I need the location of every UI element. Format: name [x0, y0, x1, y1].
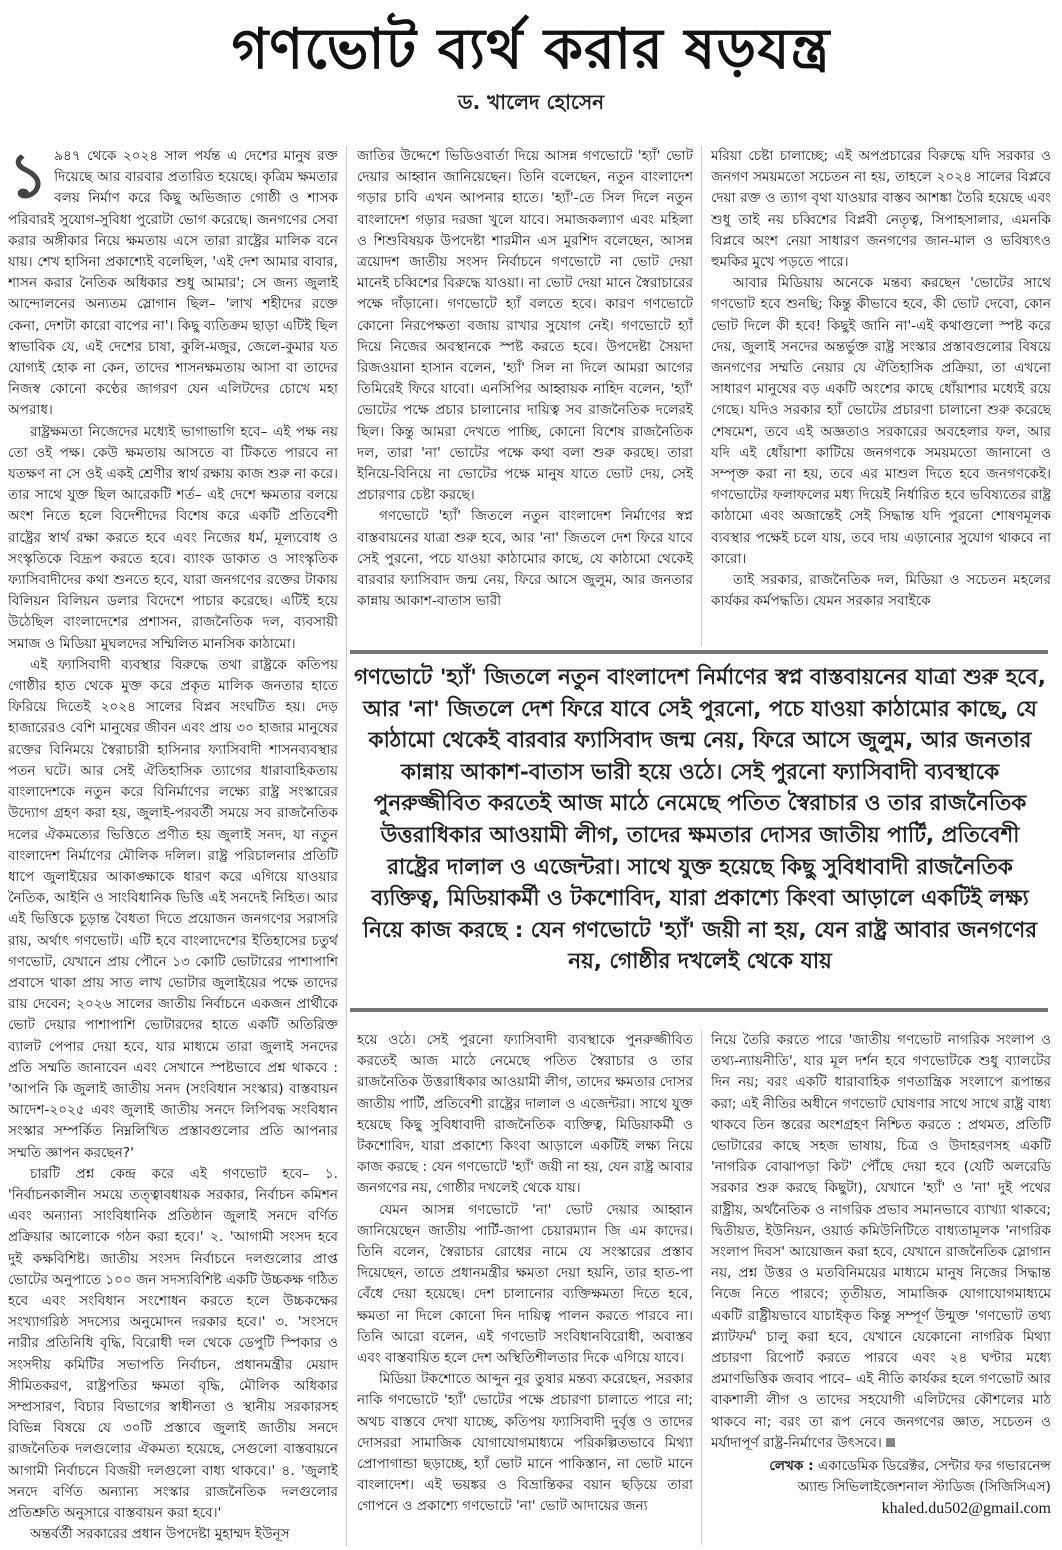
paragraph: গণভোটে 'হ্যাঁ' জিতলে নতুন বাংলাদেশ নির্মাণের স্বপ্ন বাস্তবায়নের যাত্রা শুরু হবে, আর 'না' জিতলে দেশ ফিরে যাবে সেই পুরনো, পচে যাওয়া কাঠামোর কাছে, যে কাঠামো থেকেই বারবার ফ্যাসিবাদ জন্ম নেয়, ফিরে আসে জুলুম, আর জনতার কান্নায় আকাশ-বাতাস ভারী: [357, 508, 693, 610]
paragraph: [711, 1030, 1051, 1454]
pull-quote: গণভোটে 'হ্যাঁ' জিতলে নতুন বাংলাদেশ নির্মাণের স্বপ্ন বাস্তবায়নের যাত্রা শুরু হবে, আর 'না' জিতলে দেশ ফিরে যাবে সেই পুরনো, পচে যাওয়া কাঠামোর কাছে, যে কাঠামো থেকেই বারবার ফ্যাসিবাদ জন্ম নেয়, ফিরে আসে জুলুম, আর জনতার কান্নায় আকাশ-বাতাস ভারী হয়ে ওঠে। সেই পুরনো ফ্যাসিবাদী ব্যবস্থাকে পুনরুজ্জীবিত করতেই আজ মাঠে নেমেছে পতিত স্বৈরাচার ও তার রাজনৈতিক উত্তরাধিকার আওয়ামী লীগ, তাদের ক্ষমতার দোসর জাতীয় পার্টি, প্রতিবেশী রাষ্ট্রের দালাল ও এজেন্টরা। সাথে যুক্ত হয়েছে কিছু সুবিধাবাদী রাজনৈতিক ব্যক্তিত্ব, মিডিয়াকর্মী ও টকশোবিদ, যারা প্রকাশ্যে কিংবা আড়ালে একটিই লক্ষ্য নিয়ে কাজ করছে : যেন গণভোটে 'হ্যাঁ' জয়ী না হয়, যেন রাষ্ট্র আবার জনগণের নয়, গোষ্ঠীর দখলেই থেকে যায়: [354, 665, 1046, 975]
paragraph: মিডিয়া টকশোতে আব্দুন নুর তুষার মন্তব্য করেছেন, সরকার নাকি গণভোটে 'হ্যাঁ' ভোটের পক্ষে প্রচারণা চালাতে পারে না; অথচ বাস্তবে দেখা যাচ্ছে, কতিপয় ফ্যাসিবাদী দুর্বৃত্ত ও তাদের দোসররা সামাজিক যোগাযোগমাধ্যমে পরিকল্পিতভাবে মিথ্যা প্রোপাগান্ডা ছড়াচ্ছে, হ্যাঁ ভোট মানে পাকিস্তান, না ভোট মানে বাংলাদেশ। এই ভয়ঙ্কর ও বিভ্রান্তিকর বয়ান ছড়িয়ে তারা গোপনে ও প্রকাশ্যে গণভোটে 'না' ভোট আদায়ের জন্য: [357, 1371, 693, 1515]
headline: গণভোট ব্যর্থ করার ষড়যন্ত্র: [231, 17, 831, 82]
paragraph: আবার মিডিয়ায় অনেকে মন্তব্য করছেন 'ভোটের সাথে গণভোট হবে শুনছি; কিন্তু কীভাবে হবে, কী ভোট দেবো, কোন ভোট দিলে কী হবে! কিছুই জানি না'-এই কথাগুলো স্পষ্ট করে দেয়, জুলাই সনদের অন্তর্ভুক্ত রাষ্ট্র সংস্কার প্রস্তাবগুলোর বিষয়ে জনগণের সম্মতি নেয়ার যে ঐতিহাসিক প্রক্রিয়া, তা এখনো সাধারণ মানুষের বড় একটি অংশের কাছে ধোঁয়াশার মধ্যেই রয়ে গেছে। যদিও সরকার হ্যাঁ ভোটের প্রচারণা চালানো শুরু করেছে শেষমেশ, তবে এই অজ্ঞতাও সরকারের অবহেলার ফল, আর যদি এই ধোঁয়াশা কাটিয়ে জনগণকে সময়মতো জানানো ও সম্পৃক্ত করা না হয়, তবে এর মাশুল দিতে হবে জনগণকেই। গণভোটের ফলাফলের মধ্য দিয়েই নির্ধারিত হবে ভবিষ্যতের রাষ্ট্র কাঠামো এবং অজান্তেই সেই সিদ্ধান্ত যদি পুরনো শোষণমূলক ব্যবস্থার পক্ষেই চলে যায়, তবে দায় এড়ানোর সুযোগ থাকবে না কারো।: [711, 275, 1051, 567]
paragraph: [8, 146, 338, 422]
paragraph: রাষ্ট্রক্ষমতা নিজেদের মধ্যেই ভাগাভাগি হবে– এই পক্ষ নয় তো ওই পক্ষ। কেউ ক্ষমতায় আসতে বা টিকতে পারবে না যতক্ষণ না সে ওই একই শ্রেণীর স্বার্থ রক্ষায় কাজ শুরু না করে। তার সাথে যুক্ত ছিল আরেকটি শর্ত– এই দেশে ক্ষমতার বলয়ে অংশ নিতে হলে বিদেশীদের বিশেষ করে একটি প্রতিবেশী রাষ্ট্রের স্বার্থ রক্ষা করতে হবে এবং নিজের ধর্ম, মূল্যবোধ ও সংস্কৃতিকে বিদ্রূপ করতে হবে। ব্যাংক ডাকাত ও সাংস্কৃতিক ফ্যাসিবাদীদের কথা শুনতে হবে, যারা জনগণের রক্তের টাকায় বিলিয়ন বিলিয়ন ডলার বিদেশে পাচার করেছে। এটিই হয়ে উঠেছিল বাংলাদেশের প্রশাসন, রাজনৈতিক দল, ব্যবসায়ী সমাজ ও মিডিয়া মুঘলদের সম্মিলিত মানসিক কাঠামো।: [8, 423, 338, 652]
author-email[interactable]: khaled.du502@gmail.com: [881, 1500, 1051, 1518]
column-2-top: [357, 146, 693, 646]
paragraph: মরিয়া চেষ্টা চালাচ্ছে; এই অপপ্রচারের বিরুদ্ধে যদি সরকার ও জনগণ সময়মতো সচেতন না হয়, তাহলে ২০২৪ সালের বিপ্লবে দেয়া রক্ত ও ত্যাগ বৃথা যাওয়ার বাস্তব আশঙ্কা তৈরি হয়েছে এবং শুধু তাই নয় চব্বিশের বিপ্লবী নেতৃত্ব, সিপাহসালার, এমনকি বিপ্লবে অংশ নেয়া সাধারণ জনগণের জান-মাল ও ভবিষ্যৎও হুমকির মুখে পড়তে পারে।: [711, 148, 1051, 271]
column-divider: [701, 146, 702, 646]
author-label: লেখক :: [769, 1458, 814, 1475]
column-divider: [346, 146, 347, 1546]
paragraph-text: নিয়ে তৈরি করতে পারে 'জাতীয় গণভোট নাগরিক সংলাপ ও তথ্য-ন্যায়নীতি', যার মূল দর্শন হবে গণভোটকে শুধু ব্যালটের দিন নয়; বরং একটি ধারাবাহিক গণতান্ত্রিক সংলাপে রূপান্তর করা; এই নীতির অধীনে গণভোট ঘোষণার সাথে সাথে রাষ্ট্র বাধ্য থাকবে তিন স্তরের অংশগ্রহণ নিশ্চিত করতে : প্রথমত, প্রতিটি ভোটারের কাছে সহজ ভাষায়, চিত্র ও উদাহরণসহ একটি 'নাগরিক বোঝাপড়া কিট' পৌঁছে দেয়া হবে (যেটি অলরেডি সরকার শুরু করছে কিছুটা), যেখানে 'হ্যাঁ' ও 'না' দুই পথের রাষ্ট্রীয়, অর্থনৈতিক ও নাগরিক প্রভাব সমানভাবে ব্যাখ্যা থাকবে; দ্বিতীয়ত, ইউনিয়ন, ওয়ার্ড কমিউনিটিতে বাধ্যতামূলক 'নাগরিক সংলাপ দিবস' আয়োজন করা হবে, যেখানে রাজনৈতিক স্লোগান নয়, প্রশ্ন উত্তর ও মতবিনিময়ের মাধ্যমে মানুষ নিজের সিদ্ধান্ত নিজে নিতে পারবে; তৃতীয়ত, সামাজিক যোগাযোগমাধ্যমে একটি রাষ্ট্রীয়ভাবে যাচাইকৃত কিন্তু সম্পূর্ণ উন্মুক্ত 'গণভোট তথ্য প্ল্যাটফর্ম' চালু করা হবে, যেখানে যেকোনো নাগরিক মিথ্যা প্রচারণা রিপোর্ট করতে পারবে এবং ২৪ ঘণ্টার মধ্যে প্রমাণভিত্তিক জবাব পাবে– এই নীতি কার্যকর হলে গণভোট আর বাকশালী লীগ ও তাদের সহযোগী এলিটদের কৌশলের মাঠ থাকবে না; বরং তা রূপ নেবে জনগণের জ্ঞাত, সচেতন ও মর্যাদাপূর্ণ রাষ্ট্র-নির্মাণের উৎসবে।: [711, 1032, 1051, 1451]
author-title: একাডেমিক ডিরেক্টর, সেন্টার ফর গভারনেন্স: [817, 1458, 1051, 1475]
pull-quote-bottom-rule: [350, 1008, 1048, 1012]
paragraph: এই ফ্যাসিবাদী ব্যবস্থার বিরুদ্ধে তথা রাষ্ট্রকে কতিপয় গোষ্ঠীর হাত থেকে মুক্ত করে প্রকৃত মালিক জনতার হাতে ফিরিয়ে দিতেই ২০২৪ সালের বিপ্লব সংঘটিত হয়। দেড় হাজারেরও বেশি মানুষের জীবন এবং প্রায় ৩০ হাজার মানুষের রক্তের বিনিময়ে স্বৈরাচারী হাসিনার ফ্যাসিবাদী শাসনব্যবস্থার পতন ঘটে। আর সেই ঐতিহাসিক ত্যাগের ধারাবাহিকতায় বাংলাদেশকে নতুন করে বিনির্মাণের লক্ষ্যে রাষ্ট্র সংস্কারের উদ্যোগ গ্রহণ করা হয়, জুলাই-পরবর্তী সময়ে সব রাজনৈতিক দলের ঐকমত্যের ভিত্তিতে প্রণীত হয় জুলাই সনদ, যা নতুন বাংলাদেশ নির্মাণের মৌলিক দলিল। রাষ্ট্র পরিচালনার প্রতিটি ধাপে জুলাইয়ের আকাঙ্ক্ষাকে ধারণ করে এগিয়ে যাওয়ার নৈতিক, আইনি ও সাংবিধানিক ভিত্তি এই সনদেই নিহিত। আর এই ভিত্তিকে চূড়ান্ত বৈধতা দিতে প্রয়োজন জনগণের সরাসরি রায়, অর্থাৎ গণভোট। এটি হবে বাংলাদেশের ইতিহাসের চতুর্থ গণভোট, যেখানে প্রায় পৌনে ১৩ কোটি ভোটারের পাশাপাশি প্রবাসে থাকা প্রায় সাত লাখ ভোটার জুলাইয়ের পক্ষে তাদের রায় দেবেন; ২০২৬ সালের জাতীয় নির্বাচনে একজন প্রার্থীকে ভোট দেয়ার পাশাপাশি ভোটারদের হাতে একটি অতিরিক্ত ব্যালট পেপার দেয়া হবে, যার মাধ্যমে তারা জুলাই সনদের প্রতি সম্মতি জানাবেন এবং সেখানে স্পষ্টভাবে প্রশ্ন থাকবে : 'আপনি কি জুলাই জাতীয় সনদ (সংবিধান সংস্কার) বাস্তবায়ন আদেশ-২০২৫ এবং জুলাই জাতীয় সনদে লিপিবদ্ধ সংবিধান সংস্কার সম্পর্কিত নিম্নলিখিত প্রস্তাবগুলোর প্রতি আপনার সম্মতি জ্ঞাপন করছেন?': [8, 656, 338, 1161]
end-mark-icon: [886, 1438, 895, 1447]
paragraph: চারটি প্রশ্ন কেন্দ্র করে এই গণভোট হবে– ১. 'নির্বাচনকালীন সময়ে তত্ত্বাবধায়ক সরকার, নির্বাচন কমিশন এবং অন্যান্য সাংবিধানিক প্রতিষ্ঠান জুলাই সনদে বর্ণিত প্রক্রিয়ার আলোকে গঠন করা হবে।' ২. 'আগামী সংসদ হবে দুই কক্ষবিশিষ্ট। জাতীয় সংসদ নির্বাচনে দলগুলোর প্রাপ্ত ভোটের অনুপাতে ১০০ জন সদস্যবিশিষ্ট একটি উচ্চকক্ষ গঠিত হবে এবং সংবিধান সংশোধন করতে হলে উচ্চকক্ষের সংখ্যাগরিষ্ঠ সদস্যের অনুমোদন দরকার হবে।' ৩. 'সংসদে নারীর প্রতিনিধি বৃদ্ধি, বিরোধী দল থেকে ডেপুটি স্পিকার ও সংসদীয় কমিটির সভাপতি নির্বাচন, প্রধানমন্ত্রীর মেয়াদ সীমিতকরণ, রাষ্ট্রপতির ক্ষমতা বৃদ্ধি, মৌলিক অধিকার সম্প্রসারণ, বিচার বিভাগের স্বাধীনতা ও স্থানীয় সরকারসহ বিভিন্ন বিষয়ে যে ৩০টি প্রস্তাবে জুলাই জাতীয় সনদে রাজনৈতিক দলগুলোর ঐকমত্য হয়েছে, সেগুলো বাস্তবায়নে আগামী নির্বাচনে বিজয়ী দলগুলো বাধ্য থাকবে।' ৪. 'জুলাই সনদে বর্ণিত অন্যান্য সংস্কার রাজনৈতিক দলগুলোর প্রতিশ্রুতি অনুসারে বাস্তবায়ন করা হবে।': [8, 1165, 338, 1521]
column-3-top: [711, 146, 1051, 646]
pull-quote-top-rule: [350, 650, 1048, 654]
column-3-bottom: [711, 1030, 1051, 1545]
column-divider: [701, 1030, 702, 1545]
drop-cap: ১: [8, 146, 49, 212]
paragraph: হয়ে ওঠে। সেই পুরনো ফ্যাসিবাদী ব্যবস্থাকে পুনরুজ্জীবিত করতেই আজ মাঠে নেমেছে পতিত স্বৈরাচার ও তার রাজনৈতিক উত্তরাধিকার আওয়ামী লীগ, তাদের ক্ষমতার দোসর জাতীয় পার্টি, প্রতিবেশী রাষ্ট্রের দালাল ও এজেন্টরা। সাথে যুক্ত হয়েছে কিছু সুবিধাবাদী রাজনৈতিক ব্যক্তিত্ব, মিডিয়াকর্মী ও টকশোবিদ, যারা প্রকাশ্যে কিংবা আড়ালে একটিই লক্ষ্য নিয়ে কাজ করছে : যেন গণভোটে 'হ্যাঁ' জয়ী না হয়, যেন রাষ্ট্র আবার জনগণের নয়, গোষ্ঠীর দখলেই থেকে যায়।: [357, 1032, 693, 1197]
paragraph: যেমন আসন্ন গণভোটে 'না' ভোট দেয়ার আহ্বান জানিয়েছেন জাতীয় পার্টি-জাপা চেয়ারম্যান জি এম কাদের। তিনি বলেন, স্বৈরাচার রোধের নামে যে সংস্কারের প্রস্তাব দিয়েছেন, তাতে প্রধানমন্ত্রীর ক্ষমতা দেয়া হয়নি, তার হাত-পা বেঁধে দেয়া হয়েছে। দেশ চালানোর ব্যক্তিক্ষমতা দিতে হবে, ক্ষমতা না দিলে কোনো দিন দায়িত্ব পালন করতে পারবে না। তিনি আরো বলেন, এই গণভোট সংবিধানবিরোধী, অবাস্তব এবং বাস্তবায়িত হলে দেশ অস্থিতিশীলতার দিকে এগিয়ে যাবে।: [357, 1201, 693, 1367]
paragraph: জাতির উদ্দেশে ভিডিওবার্তা দিয়ে আসন্ন গণভোটে 'হ্যাঁ' ভোট দেয়ার আহ্বান জানিয়েছেন। তিনি বলেছেন, নতুন বাংলাদেশ গড়ার চাবি এখন আপনার হাতে। 'হ্যাঁ'-তে সিল দিলে নতুন বাংলাদেশ গড়ার দরজা খুলে যাবে। সমাজকল্যাণ এবং মহিলা ও শিশুবিষয়ক উপদেষ্টা শারমীন এস মুরশিদ বলেছেন, আসন্ন ত্রয়োদশ জাতীয় সংসদ নির্বাচনে গণভোটে না ভোট দেয়া মানেই চব্বিশের বিরুদ্ধে যাওয়া। না ভোট দেয়া মানে স্বৈরাচারের পক্ষে দাঁড়ানো। গণভোটে হ্যাঁ বলতে হবে। কারণ গণভোটে কোনো নিরপেক্ষতা বজায় রাখার সুযোগ নেই। গণভোটে হ্যাঁ দিয়ে নিজের অবস্থানকে স্পষ্ট করতে হবে। উপদেষ্টা সৈয়দা রিজওয়ানা হাসান বলেন, 'হ্যাঁ' সিল না দিলে আমরা আগের তিমিরেই ফিরে যাবো। এনসিপির আহ্বায়ক নাহিদ বলেন, 'হ্যাঁ' ভোটের পক্ষে প্রচার চালানোর দায়িত্ব সব রাজনৈতিক দলেরই ছিল। কিন্তু আমরা দেখতে পাচ্ছি, কোনো বিশেষ রাজনৈতিক দল, তারা 'না' ভোটের পক্ষে কথা বলা শুরু করছে। তারা ইনিয়ে-বিনিয়ে না ভোটের পক্ষে মানুষ যাতে ভোট দেয়, সেই প্রচারণার চেষ্টা করছে।: [357, 148, 693, 504]
paragraph: তাই সরকার, রাজনৈতিক দল, মিডিয়া ও সচেতন মহলের কার্যকর কর্মপদ্ধতি। যেমন সরকার সবাইকে: [711, 572, 1051, 610]
column-1: [8, 146, 338, 1546]
paragraph-text: ৯৪৭ থেকে ২০২৪ সাল পর্যন্ত এ দেশের মানুষ রক্ত দিয়েছে আর বারবার প্রতারিত হয়েছে। কৃত্রিম ক্ষমতার বলয় নির্মাণ করে কিছু অভিজাত গোষ্ঠী ও শাসক পরিবারই সুযোগ-সুবিধা পুরোটা ভোগ করেছে। জনগণের সেবা করার অঙ্গীকার নিয়ে ক্ষমতায় এসে তারা রাষ্ট্রের মালিক বনে যায়। শেখ হাসিনা প্রকাশ্যেই বলেছিল, 'এই দেশ আমার বাবার, শাসন করার নৈতিক অধিকার শুধু আমার'; সে জন্য জুলাই আন্দোলনের অন্যতম স্লোগান ছিল– 'লাখ শহীদের রক্তে কেনা, দেশটা কারো বাপের না'। কিছু ব্যতিক্রম ছাড়া এটিই ছিল স্বাভাবিক যে, এই দেশের চাষা, কুলি-মজুর, জেলে-কুমার যত যোগ্যই হোক না কেন, তাদের শাসনক্ষমতায় আসা বা তাদের নিজস্ব কোনো কণ্ঠের জাগরণ যেন এলিটদের চোখে মহা অপরাধ।: [8, 148, 338, 419]
byline: ড. খালেদ হোসেন: [457, 90, 605, 114]
author-institution: অ্যান্ড সিভিলাইজেশনাল স্টাডিজ (সিজিসিএস): [797, 1479, 1051, 1496]
paragraph: অন্তর্বর্তী সরকারের প্রধান উপদেষ্টা মুহাম্মদ ইউনূস: [30, 1526, 290, 1543]
author-note: [711, 1456, 1051, 1498]
column-2-bottom: [357, 1030, 693, 1545]
